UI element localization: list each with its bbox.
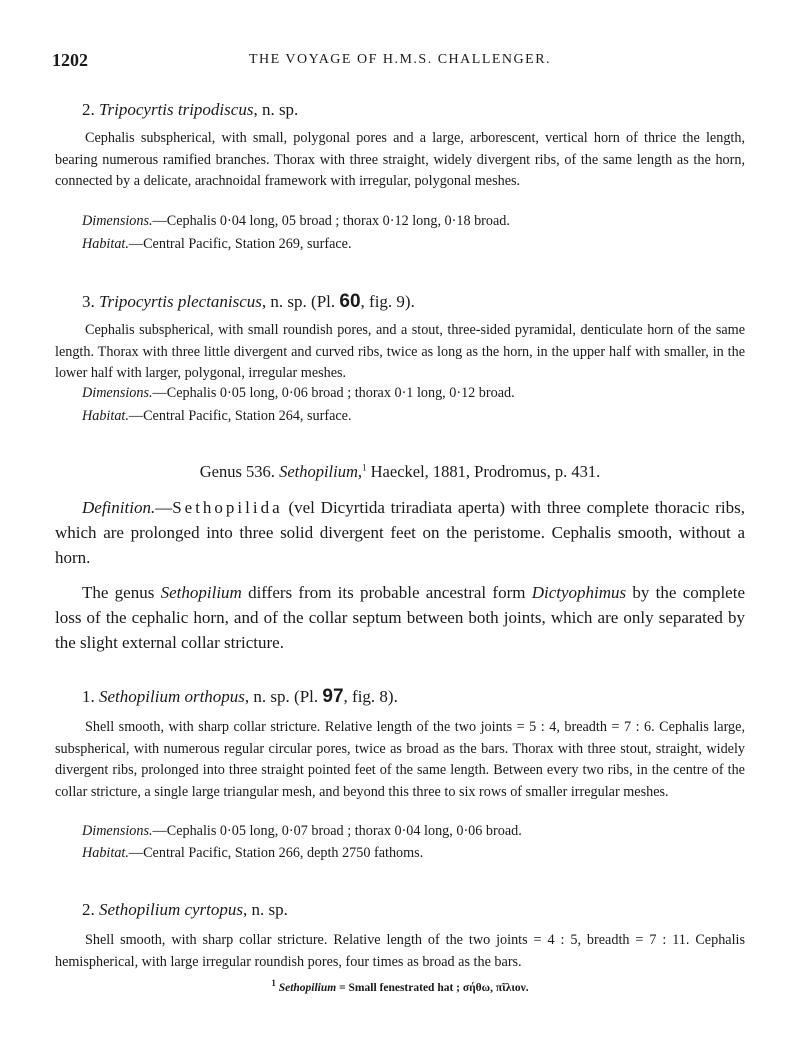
genus-definition: Definition.—Sethopilida (vel Dicyrtida triradiata aperta) with three complete thoracic ribs, which are prolonged into three solid divergent feet on the peristome. Cephalis smooth, without a horn.: [55, 498, 745, 567]
habitat-plectaniscus: Habitat.—Central Pacific, Station 264, surface.: [82, 408, 352, 424]
footnote-term: Sethopilium: [278, 981, 337, 994]
dimensions-tripodiscus: Dimensions.—Cephalis 0·04 long, 05 broad ; thorax 0·12 long, 0·18 broad.: [82, 213, 510, 229]
running-title: THE VOYAGE OF H.M.S. CHALLENGER.: [248, 52, 552, 67]
footnote: $^1$ Sethopilium = Small fenestrated hat ; σήθω, πῖλιον.: [271, 978, 529, 994]
species-description-plectaniscus: Cephalis subspherical, with small roundish pores, and a stout, three-sided pyramidal, denticulate horn of the same length. Thorax with three little divergent and curved ribs, twice as long as the horn, in the upper half with smaller, in the lower half with larger, polygonal, irregular meshes.: [55, 322, 745, 381]
species-heading-tripodiscus: 2. Tripocyrtis tripodiscus, n. sp.: [82, 100, 299, 119]
genus-name: Sethopilium,: [279, 462, 363, 481]
species-description-cyrtopus: Shell smooth, with sharp collar stricture. Relative length of the two joints = 4 : 5, breadth = 7 : 11. Cephalis hemispherical, with large irregular roundish pores, four times as broad as the bars.: [55, 932, 745, 970]
species-name: Tripocyrtis tripodiscus: [99, 100, 254, 119]
species-description-tripodiscus: Cephalis subspherical, with small, polygonal pores and a large, arborescent, vertical horn of thrice the length, bearing numerous ramified branches. Thorax with three straight, widely divergent ribs, of the same length as the horn, connected by a delicate, arachnoidal framework with irregular, polygonal meshes.: [55, 130, 745, 189]
plate-number: 97: [322, 686, 344, 707]
habitat-orthopus: Habitat.—Central Pacific, Station 266, depth 2750 fathoms.: [82, 845, 424, 861]
species-name: Sethopilium orthopus: [99, 687, 245, 706]
genus-discussion: The genus Sethopilium differs from its probable ancestral form Dictyophimus by the complete loss of the cephalic horn, and of the collar septum between both joints, which are only separated by the slight external collar stricture.: [55, 583, 746, 652]
species-heading-orthopus: 1. Sethopilium orthopus, n. sp. (Pl. 97, fig. 8).: [82, 686, 398, 707]
species-heading-cyrtopus: 2. Sethopilium cyrtopus, n. sp.: [82, 900, 288, 919]
species-name: Sethopilium cyrtopus: [99, 900, 244, 919]
dimensions-orthopus: Dimensions.—Cephalis 0·05 long, 0·07 broad ; thorax 0·04 long, 0·06 broad.: [82, 823, 522, 839]
plate-number: 60: [339, 291, 361, 312]
dimensions-plectaniscus: Dimensions.—Cephalis 0·05 long, 0·06 broad ; thorax 0·1 long, 0·12 broad.: [82, 385, 515, 401]
page-header: [52, 50, 748, 74]
species-description-orthopus: Shell smooth, with sharp collar stricture. Relative length of the two joints = 5 : 4, breadth = 7 : 6. Cephalis large, subspherical, with numerous regular circular pores, twice as broad as the bars. Thorax with three stout, straight, widely divergent ribs, prolonged into three straight pointed feet of the same length. Between every two ribs, in the centre of the collar stricture, a single large triangular mesh, and beyond this three to six rows of smaller irregular meshes.: [55, 719, 745, 800]
page-number: 1202: [52, 50, 88, 70]
footnote-ref: 1: [362, 462, 367, 473]
species-name: Tripocyrtis plectaniscus: [99, 292, 262, 311]
genus-heading: Genus 536. Sethopilium,$^1$ Haeckel, 1881, Prodromus, p. 431.: [199, 462, 601, 481]
species-heading-plectaniscus: 3. Tripocyrtis plectaniscus, n. sp. (Pl. 60, fig. 9).: [82, 291, 415, 312]
habitat-tripodiscus: Habitat.—Central Pacific, Station 269, surface.: [82, 236, 352, 252]
